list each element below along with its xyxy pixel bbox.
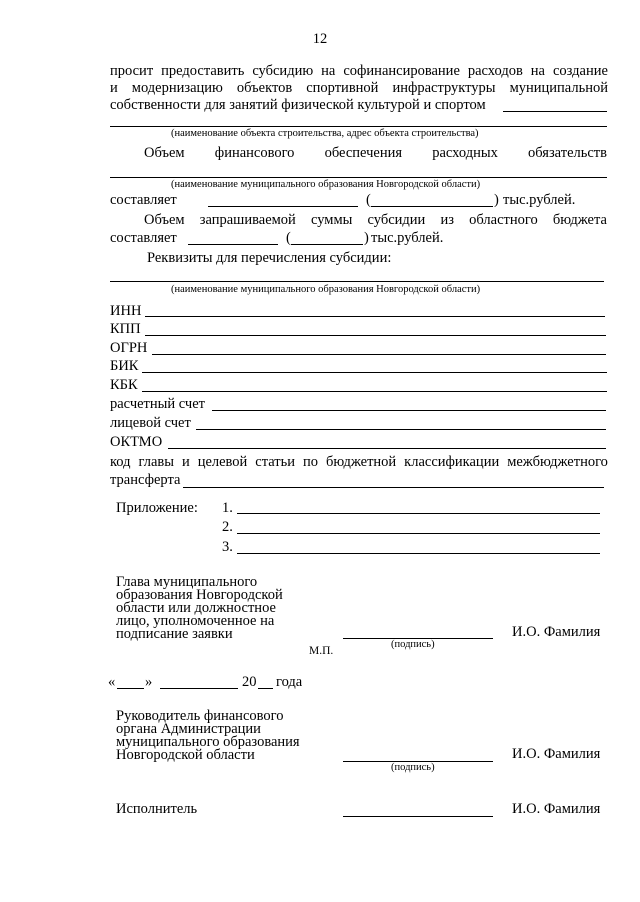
appendix-item-2-field[interactable] bbox=[237, 533, 600, 534]
page-number: 12 bbox=[312, 31, 328, 47]
appendix-item-3-field[interactable] bbox=[237, 553, 600, 554]
intro-word: объектов bbox=[236, 80, 293, 96]
volume-word: финансового bbox=[214, 145, 295, 161]
request-amount-words-field[interactable] bbox=[291, 244, 363, 245]
head-name: И.О. Фамилия bbox=[512, 624, 601, 640]
volume-word: расходных bbox=[432, 145, 498, 161]
finance-position-line: органа Администрации bbox=[116, 721, 261, 737]
object-field-end[interactable] bbox=[503, 111, 607, 112]
request-paren-open: ( bbox=[286, 230, 291, 246]
executor-signature-field[interactable] bbox=[343, 816, 493, 817]
intro-line-1 bbox=[110, 63, 608, 80]
budget-word: и bbox=[181, 454, 190, 470]
request-prefix: составляет bbox=[110, 230, 177, 246]
municipality-caption: (наименование муниципального образования Новгородской области) bbox=[171, 179, 481, 190]
intro-word: модернизацию bbox=[131, 80, 223, 96]
field-oktmo-label: ОКТМО bbox=[110, 434, 163, 450]
volume-word: обязательств bbox=[528, 145, 607, 161]
head-position-line: области или должностное bbox=[116, 600, 276, 616]
field-kbk-label: КБК bbox=[110, 377, 138, 393]
field-bik-input[interactable] bbox=[142, 372, 607, 373]
request-word: суммы bbox=[310, 212, 353, 228]
field-ogrn-label: ОГРН bbox=[110, 340, 148, 356]
budget-word: статьи bbox=[255, 454, 296, 470]
head-position-line: подписание заявки bbox=[116, 626, 233, 642]
field-bik-label: БИК bbox=[110, 358, 139, 374]
date-quote-close: » bbox=[145, 674, 153, 690]
request-word: из bbox=[440, 212, 454, 228]
budget-word: бюджетной bbox=[325, 454, 397, 470]
volume-prefix: составляет bbox=[110, 192, 177, 208]
volume-paren-close: ) bbox=[494, 192, 499, 208]
request-word: запрашиваемой bbox=[199, 212, 296, 228]
budget-code-line-2: трансферта bbox=[110, 472, 181, 488]
field-account-label: расчетный счет bbox=[110, 396, 205, 412]
field-kpp-input[interactable] bbox=[145, 335, 606, 336]
head-position-block bbox=[116, 576, 283, 641]
appendix-item-2: 2. bbox=[222, 519, 233, 535]
finance-position-line: муниципального образования bbox=[116, 734, 300, 750]
request-word: Объем bbox=[144, 212, 185, 228]
date-year-word: года bbox=[276, 674, 303, 690]
intro-word: на bbox=[530, 63, 545, 79]
volume-paren-open: ( bbox=[366, 192, 371, 208]
budget-word: целевой bbox=[197, 454, 248, 470]
municipality-line[interactable] bbox=[110, 177, 607, 178]
budget-word: классификации bbox=[404, 454, 500, 470]
field-account-input[interactable] bbox=[212, 410, 606, 411]
field-kbk-input[interactable] bbox=[142, 391, 607, 392]
request-paren-close: ) bbox=[364, 230, 369, 246]
date-year-field[interactable] bbox=[258, 688, 273, 689]
field-personal-account-input[interactable] bbox=[196, 429, 606, 430]
field-inn-label: ИНН bbox=[110, 303, 142, 319]
date-month-field[interactable] bbox=[160, 688, 238, 689]
budget-code-line bbox=[110, 454, 608, 471]
finance-signature-caption: (подпись) bbox=[391, 762, 435, 773]
volume-amount-words-field[interactable] bbox=[371, 206, 493, 207]
appendix-item-3: 3. bbox=[222, 539, 233, 555]
request-word: областного bbox=[469, 212, 538, 228]
finance-position-line: Руководитель финансового bbox=[116, 708, 284, 724]
intro-word: спортивной bbox=[306, 80, 379, 96]
finance-name: И.О. Фамилия bbox=[512, 746, 601, 762]
executor-label: Исполнитель bbox=[116, 801, 198, 817]
budget-word: главы bbox=[138, 454, 174, 470]
request-line bbox=[144, 212, 607, 229]
appendix-label: Приложение: bbox=[116, 500, 198, 516]
intro-line-2 bbox=[110, 80, 608, 97]
intro-word: и bbox=[110, 80, 118, 96]
field-kpp-label: КПП bbox=[110, 321, 141, 337]
intro-word: софинансирование bbox=[343, 63, 460, 79]
requisites-municipality-line[interactable] bbox=[110, 281, 604, 282]
volume-line bbox=[144, 145, 607, 162]
volume-amount-field[interactable] bbox=[208, 206, 358, 207]
stamp-label: М.П. bbox=[309, 645, 334, 657]
request-word: бюджета bbox=[552, 212, 607, 228]
intro-word: расходов bbox=[467, 63, 523, 79]
field-ogrn-input[interactable] bbox=[152, 354, 606, 355]
head-signature-caption: (подпись) bbox=[391, 639, 435, 650]
volume-unit: тыс.рублей. bbox=[503, 192, 576, 208]
intro-word: создание bbox=[552, 63, 608, 79]
intro-word: на bbox=[321, 63, 336, 79]
head-position-line: лицо, уполномоченное на bbox=[116, 613, 275, 629]
intro-word: инфраструктуры bbox=[392, 80, 496, 96]
intro-word: муниципальной bbox=[509, 80, 608, 96]
date-day-field[interactable] bbox=[117, 688, 144, 689]
field-personal-account-label: лицевой счет bbox=[110, 415, 191, 431]
finance-position-line: Новгородской области bbox=[116, 747, 255, 763]
intro-line-3: собственности для занятий физической культурой и спортом bbox=[110, 97, 486, 113]
field-oktmo-input[interactable] bbox=[168, 448, 606, 449]
finance-position-block bbox=[116, 710, 300, 762]
object-caption: (наименование объекта строительства, адрес объекта строительства) bbox=[171, 128, 479, 139]
budget-code-field[interactable] bbox=[183, 487, 604, 488]
request-unit: тыс.рублей. bbox=[371, 230, 444, 246]
date-century: 20 bbox=[242, 674, 257, 690]
intro-word: субсидию bbox=[252, 63, 314, 79]
request-amount-field[interactable] bbox=[188, 244, 278, 245]
budget-word: код bbox=[110, 454, 131, 470]
head-position-line: образования Новгородской bbox=[116, 587, 283, 603]
budget-word: по bbox=[302, 454, 318, 470]
budget-word: межбюджетного bbox=[507, 454, 608, 470]
requisites-heading: Реквизиты для перечисления субсидии: bbox=[147, 250, 392, 266]
field-inn-input[interactable] bbox=[145, 316, 605, 317]
intro-word: предоставить bbox=[161, 63, 245, 79]
head-position-line: Глава муниципального bbox=[116, 574, 258, 590]
appendix-item-1-field[interactable] bbox=[237, 513, 600, 514]
volume-word: Объем bbox=[144, 145, 185, 161]
request-word: субсидии bbox=[367, 212, 426, 228]
intro-word: просит bbox=[110, 63, 154, 79]
date-quote-open: « bbox=[108, 674, 116, 690]
requisites-caption: (наименование муниципального образования Новгородской области) bbox=[171, 284, 481, 295]
volume-word: обеспечения bbox=[324, 145, 403, 161]
appendix-item-1: 1. bbox=[222, 500, 233, 516]
object-name-line[interactable] bbox=[110, 126, 607, 127]
executor-name: И.О. Фамилия bbox=[512, 801, 601, 817]
